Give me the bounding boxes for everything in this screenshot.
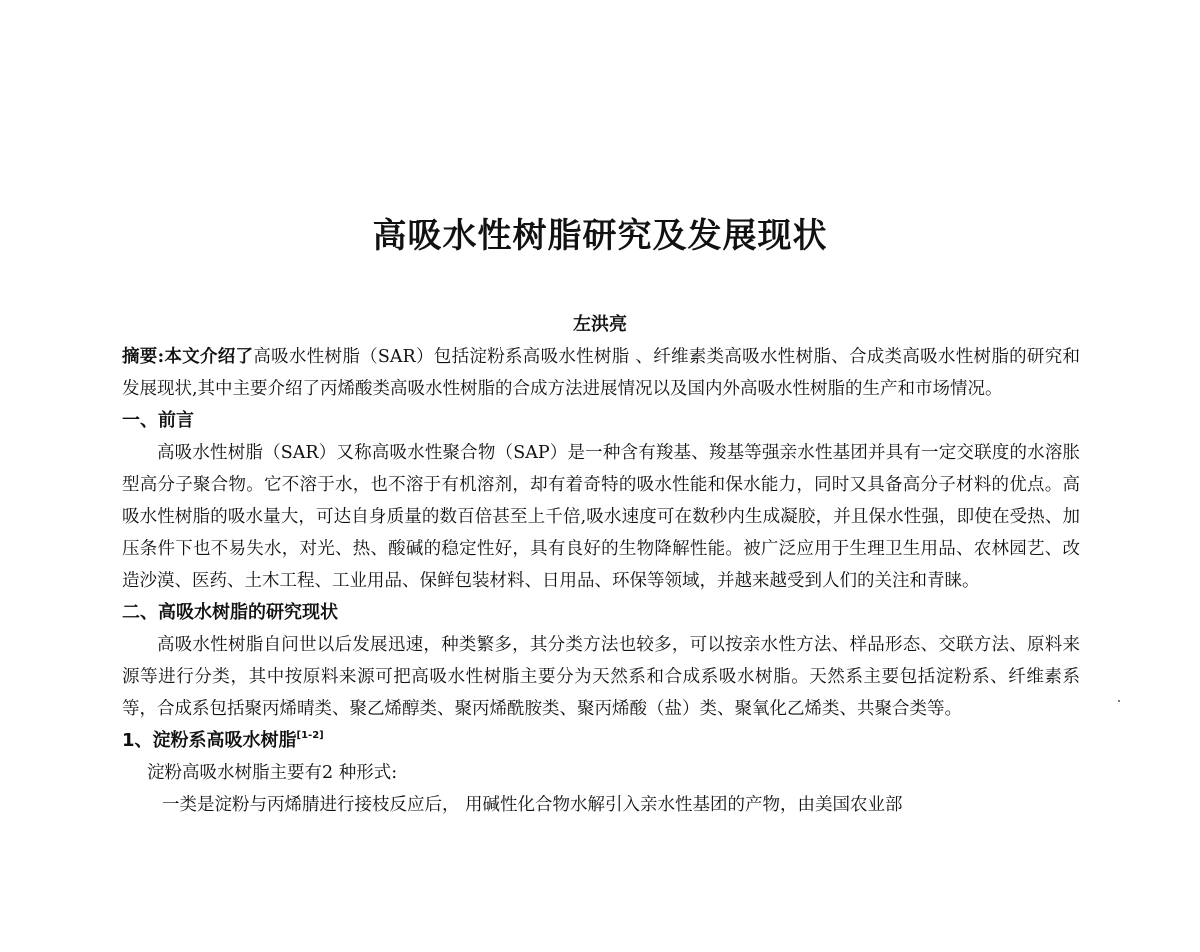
paper-body	[122, 341, 1080, 821]
preface-paragraph: 高吸水性树脂（SAR）又称高吸水性聚合物（SAP）是一种含有羧基、羧基等强亲水性基团并具有一定交联度的水溶胀型高分子聚合物。它不溶于水，也不溶于有机溶剂，却有着奇特的吸水性能和保水能力，同时又具备高分子材料的优点。高吸水性树脂的吸水量大，可达自身质量的数百倍甚至上千倍,吸水速度可在数秒内生成凝胶，并且保水性强，即使在受热、加压条件下也不易失水，对光、热、酸碱的稳定性好，具有良好的生物降解性能。被广泛应用于生理卫生用品、农林园艺、改造沙漠、医药、土木工程、工业用品、保鲜包装材料、日用品、环保等领域，并越来越受到人们的关注和青睐。	[122, 443, 1080, 591]
abstract-text: 高吸水性树脂（SAR）包括淀粉系高吸水性树脂 、纤维素类高吸水性树脂、合成类高吸水性树脂的研究和发展现状,其中主要介绍了丙烯酸类高吸水性树脂的合成方法进展情况以及国内外高吸水性树脂的生产和市场情况。	[122, 347, 1080, 399]
author-name: 左洪亮	[573, 314, 627, 335]
research-paragraph: 高吸水性树脂自问世以后发展迅速，种类繁多，其分类方法也较多，可以按亲水性方法、样品形态、交联方法、原料来源等进行分类，其中按原料来源可把高吸水性树脂主要分为天然系和合成系吸水树脂。天然系主要包括淀粉系、纤维素系等，合成系包括聚丙烯晴类、聚乙烯醇类、聚丙烯酰胺类、聚丙烯酸（盐）类、聚氧化乙烯类、共聚合类等。	[122, 635, 1080, 719]
paper-title: 高吸水性树脂研究及发展现状	[372, 216, 828, 256]
starch-first-form-line: 一类是淀粉与丙烯腈进行接枝反应后， 用碱性化合物水解引入亲水性基团的产物，由美国农业部	[162, 795, 903, 815]
starch-heading-text: 1、淀粉系高吸水树脂	[122, 730, 297, 751]
abstract-lead: 本文介绍了	[164, 347, 254, 367]
section-heading-research: 二、高吸水树脂的研究现状	[122, 602, 338, 623]
citation-superscript: [1-2]	[296, 730, 324, 741]
abstract	[122, 341, 1080, 405]
scan-speck	[1118, 700, 1120, 702]
abstract-label: 摘要:	[122, 347, 165, 367]
starch-forms-line: 淀粉高吸水树脂主要有2 种形式:	[147, 763, 398, 783]
section-heading-starch	[122, 725, 1080, 757]
section-heading-preface: 一、前言	[122, 410, 194, 431]
